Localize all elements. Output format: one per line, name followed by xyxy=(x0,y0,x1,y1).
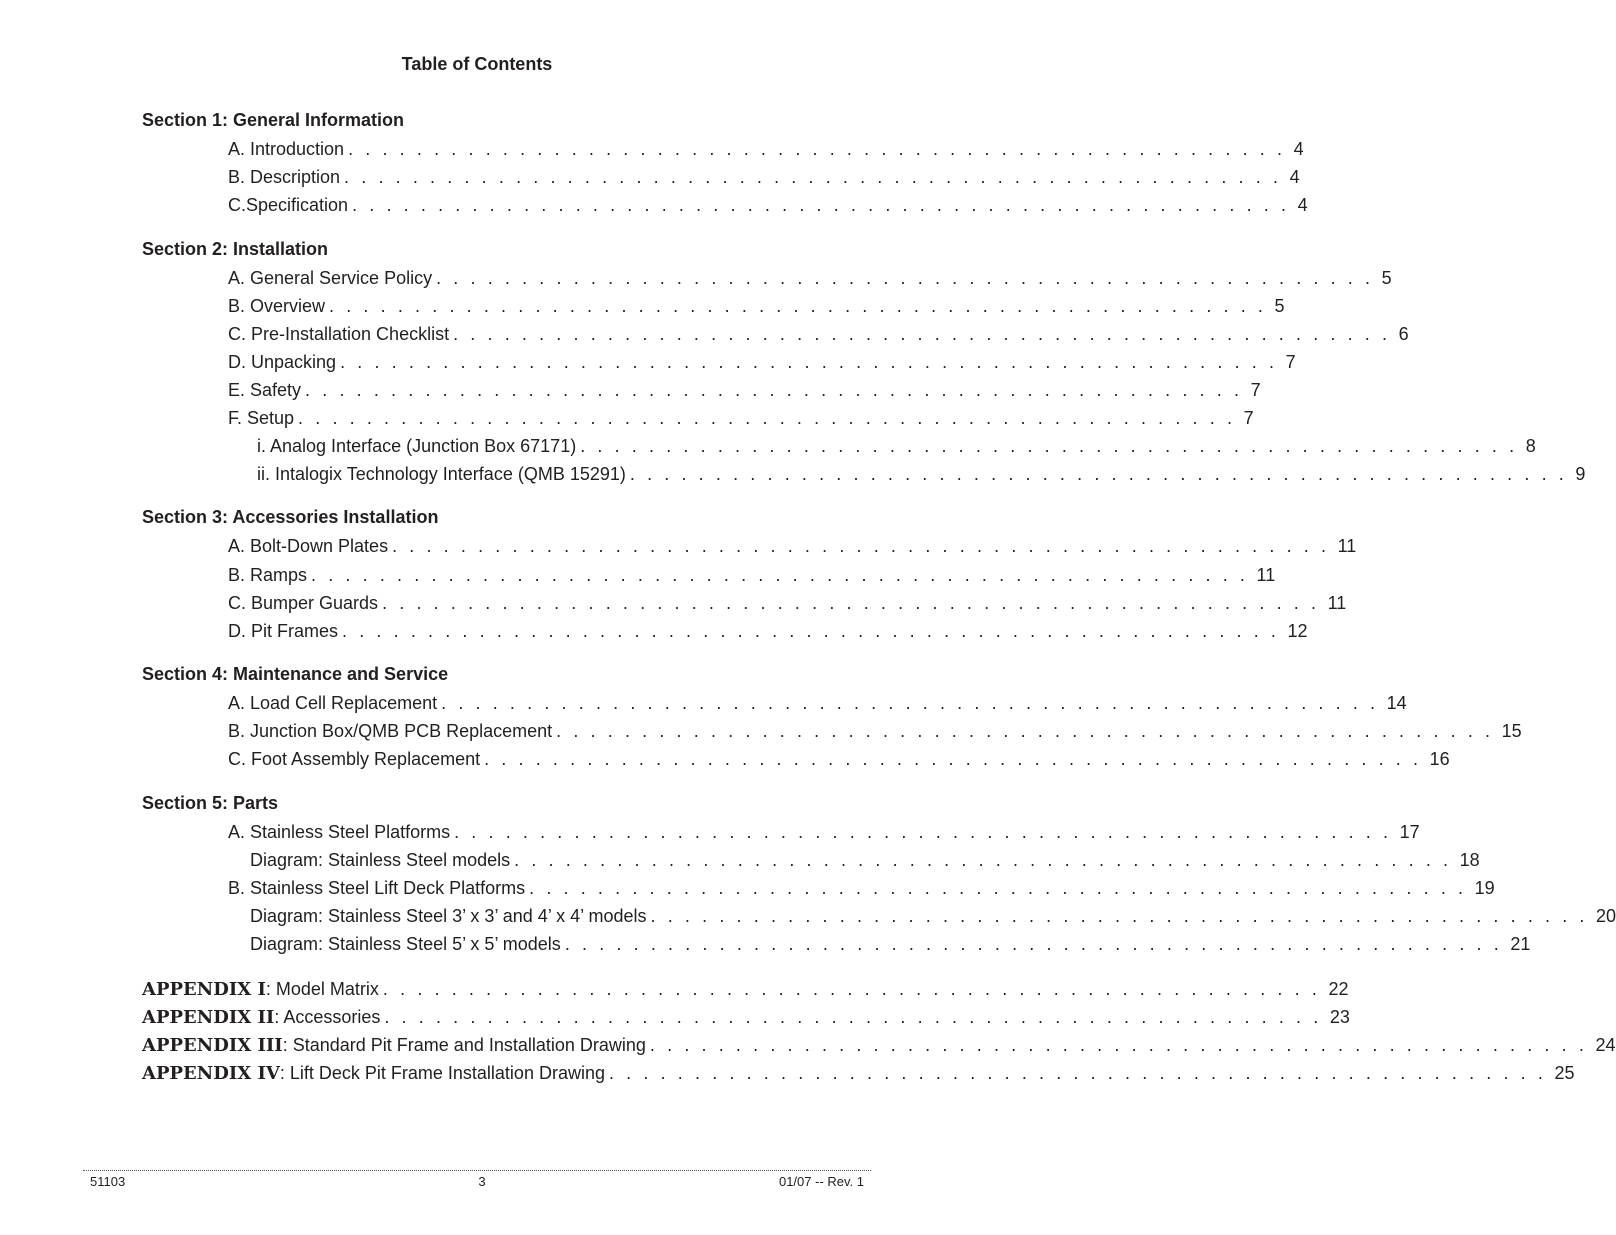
toc-subentry[interactable] xyxy=(250,848,1480,872)
entry-page: 7 xyxy=(1250,380,1261,400)
footer-divider xyxy=(83,1170,871,1171)
entry-label: B. Ramps xyxy=(228,565,308,585)
entry-page: 4 xyxy=(1297,195,1308,215)
dot-leader: . . . . . . . . . . . . . . . . . . . . . . . . . . . . . . . . . . . . . . . . . . . . . . . . . . . . . . . xyxy=(514,850,1452,870)
toc-entry[interactable] xyxy=(228,534,1357,558)
entry-label: ii. Intalogix Technology Interface (QMB 15291) xyxy=(257,464,626,484)
entry-label: Diagram: Stainless Steel 5’ x 5’ models xyxy=(250,934,561,954)
entry-page: 14 xyxy=(1386,693,1407,713)
dot-leader: . . . . . . . . . . . . . . . . . . . . . . . . . . . . . . . . . . . . . . . . . . . . . . . . . . . . . . . xyxy=(441,693,1379,713)
appendix-title: : Accessories xyxy=(274,1007,381,1027)
dot-leader: . . . . . . . . . . . . . . . . . . . . . . . . . . . . . . . . . . . . . . . . . . . . . . . . . . . . . . . xyxy=(311,565,1249,585)
appendix-entry[interactable] xyxy=(142,1033,1616,1057)
dot-leader: . . . . . . . . . . . . . . . . . . . . . . . . . . . . . . . . . . . . . . . . . . . . . . . . . . . . . . . xyxy=(352,195,1290,215)
dot-leader: . . . . . . . . . . . . . . . . . . . . . . . . . . . . . . . . . . . . . . . . . . . . . . . . . . . . . . . xyxy=(556,721,1494,741)
section-heading: Section 5: Parts xyxy=(142,793,279,813)
entry-label: A. General Service Policy xyxy=(228,268,433,288)
entry-page: 5 xyxy=(1274,296,1285,316)
entry-label: B. Overview xyxy=(228,296,326,316)
footer-page-number: 3 xyxy=(478,1174,486,1189)
toc-subentry[interactable] xyxy=(250,904,1616,928)
entry-page: 22 xyxy=(1328,979,1349,999)
dot-leader: . . . . . . . . . . . . . . . . . . . . . . . . . . . . . . . . . . . . . . . . . . . . . . . . . . . . . . . xyxy=(384,1007,1322,1027)
entry-page: 19 xyxy=(1474,878,1495,898)
entry-page: 4 xyxy=(1293,139,1304,159)
dot-leader: . . . . . . . . . . . . . . . . . . . . . . . . . . . . . . . . . . . . . . . . . . . . . . . . . . . . . . . xyxy=(453,324,1391,344)
toc-entry[interactable] xyxy=(228,747,1450,771)
toc-entry[interactable] xyxy=(228,193,1308,217)
appendix-name: APPENDIX IV xyxy=(142,1063,280,1084)
entry-page: 8 xyxy=(1525,436,1536,456)
toc-entry[interactable] xyxy=(228,294,1285,318)
toc-entry[interactable] xyxy=(228,322,1409,346)
appendix-entry[interactable] xyxy=(142,1005,1350,1029)
appendix-name: APPENDIX I xyxy=(142,979,266,1000)
entry-page: 24 xyxy=(1595,1035,1616,1055)
entry-page: 17 xyxy=(1399,822,1420,842)
appendix-title: : Model Matrix xyxy=(265,979,379,999)
entry-label: i. Analog Interface (Junction Box 67171) xyxy=(257,436,577,456)
toc-entry[interactable] xyxy=(228,691,1407,715)
entry-page: 6 xyxy=(1398,324,1409,344)
appendix-title: : Lift Deck Pit Frame Installation Drawing xyxy=(279,1063,605,1083)
appendix-entry[interactable] xyxy=(142,977,1349,1001)
dot-leader: . . . . . . . . . . . . . . . . . . . . . . . . . . . . . . . . . . . . . . . . . . . . . . . . . . . . . . . xyxy=(382,979,1321,999)
dot-leader: . . . . . . . . . . . . . . . . . . . . . . . . . . . . . . . . . . . . . . . . . . . . . . . . . . . . . . . xyxy=(649,1035,1588,1055)
dot-leader: . . . . . . . . . . . . . . . . . . . . . . . . . . . . . . . . . . . . . . . . . . . . . . . . . . . . . . . xyxy=(348,139,1286,159)
dot-leader: . . . . . . . . . . . . . . . . . . . . . . . . . . . . . . . . . . . . . . . . . . . . . . . . . . . . . . . xyxy=(305,380,1243,400)
entry-page: 21 xyxy=(1510,934,1531,954)
entry-label: D. Pit Frames xyxy=(228,621,339,641)
appendix-name: APPENDIX III xyxy=(142,1035,283,1056)
toc-entry[interactable] xyxy=(228,266,1392,290)
entry-page: 15 xyxy=(1501,721,1522,741)
entry-label: F. Setup xyxy=(228,408,295,428)
entry-page: 20 xyxy=(1596,906,1616,926)
entry-label: C. Foot Assembly Replacement xyxy=(228,749,481,769)
entry-page: 16 xyxy=(1429,749,1450,769)
dot-leader: . . . . . . . . . . . . . . . . . . . . . . . . . . . . . . . . . . . . . . . . . . . . . . . . . . . . . . . xyxy=(454,822,1392,842)
entry-page: 11 xyxy=(1327,593,1347,613)
entry-page: 4 xyxy=(1289,167,1300,187)
section-heading: Section 4: Maintenance and Service xyxy=(142,664,449,684)
dot-leader: . . . . . . . . . . . . . . . . . . . . . . . . . . . . . . . . . . . . . . . . . . . . . . . . . . . . . . . xyxy=(484,749,1422,769)
entry-label: E. Safety xyxy=(228,380,302,400)
toc-entry[interactable] xyxy=(228,591,1347,615)
toc-entry[interactable] xyxy=(228,619,1308,643)
entry-label xyxy=(142,1005,384,1030)
dot-leader: . . . . . . . . . . . . . . . . . . . . . . . . . . . . . . . . . . . . . . . . . . . . . . . . . . . . . . . xyxy=(564,934,1503,954)
toc-subentry[interactable] xyxy=(257,434,1536,458)
toc-entry[interactable] xyxy=(228,719,1522,743)
appendix-title: : Standard Pit Frame and Installation Drawing xyxy=(282,1035,646,1055)
entry-page: 23 xyxy=(1329,1007,1350,1027)
page-title: Table of Contents xyxy=(401,54,553,74)
dot-leader: . . . . . . . . . . . . . . . . . . . . . . . . . . . . . . . . . . . . . . . . . . . . . . . . . . . . . . . xyxy=(629,464,1568,484)
toc-entry[interactable] xyxy=(228,378,1261,402)
entry-label: A. Bolt-Down Plates xyxy=(228,536,389,556)
dot-leader: . . . . . . . . . . . . . . . . . . . . . . . . . . . . . . . . . . . . . . . . . . . . . . . . . . . . . . . xyxy=(344,167,1282,187)
entry-label: Diagram: Stainless Steel models xyxy=(250,850,511,870)
toc-entry[interactable] xyxy=(228,876,1495,900)
toc-entry[interactable] xyxy=(228,165,1300,189)
toc-entry[interactable] xyxy=(228,563,1276,587)
entry-label: C. Bumper Guards xyxy=(228,593,379,613)
footer-revision: 01/07 -- Rev. 1 xyxy=(778,1174,864,1189)
toc-subentry[interactable] xyxy=(250,932,1531,956)
appendix-name: APPENDIX II xyxy=(142,1007,275,1028)
entry-page: 18 xyxy=(1459,850,1480,870)
dot-leader: . . . . . . . . . . . . . . . . . . . . . . . . . . . . . . . . . . . . . . . . . . . . . . . . . . . . . . . xyxy=(329,296,1267,316)
dot-leader: . . . . . . . . . . . . . . . . . . . . . . . . . . . . . . . . . . . . . . . . . . . . . . . . . . . . . . . xyxy=(608,1063,1547,1083)
entry-page: 25 xyxy=(1554,1063,1575,1083)
dot-leader: . . . . . . . . . . . . . . . . . . . . . . . . . . . . . . . . . . . . . . . . . . . . . . . . . . . . . . . xyxy=(436,268,1374,288)
dot-leader: . . . . . . . . . . . . . . . . . . . . . . . . . . . . . . . . . . . . . . . . . . . . . . . . . . . . . . . xyxy=(392,536,1330,556)
entry-label: B. Description xyxy=(228,167,341,187)
entry-page: 5 xyxy=(1381,268,1392,288)
entry-label: D. Unpacking xyxy=(228,352,337,372)
dot-leader: . . . . . . . . . . . . . . . . . . . . . . . . . . . . . . . . . . . . . . . . . . . . . . . . . . . . . . . xyxy=(340,352,1278,372)
toc-subentry[interactable] xyxy=(257,462,1586,486)
entry-label: Diagram: Stainless Steel 3’ x 3’ and 4’ x 4’ models xyxy=(250,906,647,926)
dot-leader: . . . . . . . . . . . . . . . . . . . . . . . . . . . . . . . . . . . . . . . . . . . . . . . . . . . . . . . xyxy=(650,906,1589,926)
section-heading: Section 3: Accessories Installation xyxy=(142,507,439,527)
dot-leader: . . . . . . . . . . . . . . . . . . . . . . . . . . . . . . . . . . . . . . . . . . . . . . . . . . . . . . . xyxy=(529,878,1467,898)
entry-label xyxy=(142,977,383,1002)
section-heading: Section 1: General Information xyxy=(142,110,405,130)
entry-page: 11 xyxy=(1256,565,1276,585)
dot-leader: . . . . . . . . . . . . . . . . . . . . . . . . . . . . . . . . . . . . . . . . . . . . . . . . . . . . . . . xyxy=(298,408,1236,428)
entry-label: C. Pre-Installation Checklist xyxy=(228,324,450,344)
toc-entry[interactable] xyxy=(228,406,1254,430)
entry-page: 11 xyxy=(1337,536,1357,556)
footer-doc-number: 51103 xyxy=(90,1174,126,1189)
entry-label: B. Junction Box/QMB PCB Replacement xyxy=(228,721,553,741)
entry-label: A. Load Cell Replacement xyxy=(228,693,438,713)
entry-label: B. Stainless Steel Lift Deck Platforms xyxy=(228,878,526,898)
dot-leader: . . . . . . . . . . . . . . . . . . . . . . . . . . . . . . . . . . . . . . . . . . . . . . . . . . . . . . . xyxy=(342,621,1280,641)
entry-label: A. Stainless Steel Platforms xyxy=(228,822,451,842)
entry-label xyxy=(142,1061,609,1086)
dot-leader: . . . . . . . . . . . . . . . . . . . . . . . . . . . . . . . . . . . . . . . . . . . . . . . . . . . . . . . xyxy=(580,436,1518,456)
appendix-entry[interactable] xyxy=(142,1061,1575,1085)
entry-page: 7 xyxy=(1243,408,1254,428)
entry-label: C.Specification xyxy=(228,195,349,215)
entry-label: A. Introduction xyxy=(228,139,345,159)
toc-entry[interactable] xyxy=(228,137,1304,161)
entry-page: 7 xyxy=(1285,352,1296,372)
toc-entry[interactable] xyxy=(228,820,1420,844)
dot-leader: . . . . . . . . . . . . . . . . . . . . . . . . . . . . . . . . . . . . . . . . . . . . . . . . . . . . . . . xyxy=(382,593,1320,613)
entry-page: 12 xyxy=(1287,621,1308,641)
entry-page: 9 xyxy=(1575,464,1586,484)
toc-entry[interactable] xyxy=(228,350,1296,374)
section-heading: Section 2: Installation xyxy=(142,239,329,259)
entry-label xyxy=(142,1033,650,1058)
